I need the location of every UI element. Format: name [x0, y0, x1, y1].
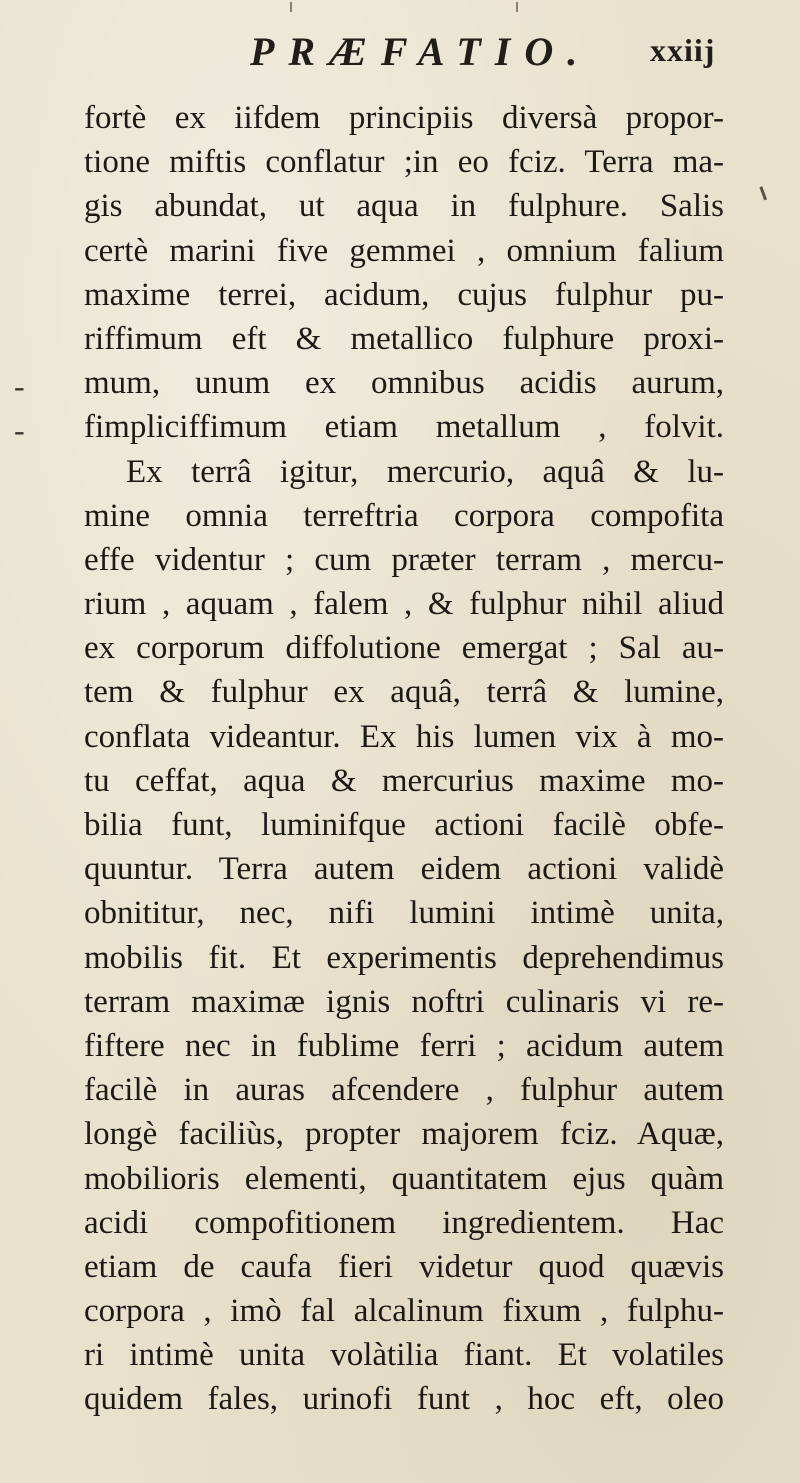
text-line: acidi compofitionem ingredientem. Hac — [84, 1204, 724, 1241]
text-line: ri intimè unita volàtilia fiant. Et volatiles — [84, 1337, 724, 1374]
text-line: quuntur. Terra autem eidem actioni validè — [84, 851, 724, 888]
text-line: facilè in auras afcendere , fulphur autem — [84, 1072, 724, 1109]
text-line: mobilioris elementi, quantitatem ejus quàm — [84, 1160, 724, 1197]
text-line: fimpliciffimum etiam metallum , folvit. — [84, 409, 724, 446]
page-edge-marks — [0, 0, 800, 20]
text-line: fiftere nec in fublime ferri ; acidum autem — [84, 1027, 724, 1064]
text-line: mine omnia terreftria corpora compofita — [84, 497, 724, 534]
text-line: bilia funt, luminifque actioni facilè obfe- — [84, 807, 724, 843]
text-line: ex corporum diffolutione emergat ; Sal au- — [84, 630, 724, 667]
page-header — [0, 28, 800, 78]
text-line: tu ceffat, aqua & mercurius maxime mo- — [84, 762, 724, 799]
page-number: xxiij — [650, 32, 716, 68]
margin-dash: - — [14, 412, 25, 448]
text-line: conflata videantur. Ex his lumen vix à mo- — [84, 718, 724, 755]
edge-tick — [290, 2, 292, 12]
text-line: terram maximæ ignis noftri culinaris vi re- — [84, 983, 724, 1020]
text-line: gis abundat, ut aqua in fulphure. Salis — [84, 188, 724, 225]
text-line: corpora , imò fal alcalinum fixum , fulphu- — [84, 1293, 724, 1330]
text-line: certè marini five gemmei , omnium falium — [84, 232, 724, 269]
text-line: tem & fulphur ex aquâ, terrâ & lumine, — [84, 674, 724, 711]
text-line: riffimum eft & metallico fulphure proxi- — [84, 320, 724, 357]
text-line: obnititur, nec, nifi lumini intimè unita, — [84, 895, 724, 932]
text-line: tione miftis conflatur ;in eo fciz. Terra ma- — [84, 144, 724, 181]
text-line-paragraph-start: Ex terrâ igitur, mercurio, aquâ & lu- — [126, 453, 724, 490]
text-line: etiam de caufa fieri videtur quod quævis — [84, 1248, 724, 1285]
edge-tick — [516, 2, 518, 12]
text-line: rium , aquam , falem , & fulphur nihil aliud — [84, 586, 724, 623]
margin-dash: - — [14, 368, 25, 404]
margin-stroke — [750, 186, 767, 204]
text-line: maxime terrei, acidum, cujus fulphur pu- — [84, 276, 724, 313]
text-line: fortè ex iifdem principiis diversà propor- — [84, 100, 724, 136]
text-line: mobilis fit. Et experimentis deprehendimus — [84, 939, 724, 976]
text-line: mum, unum ex omnibus acidis aurum, — [84, 365, 724, 402]
text-line: effe videntur ; cum præter terram , mercu- — [84, 541, 724, 578]
running-head: PRÆFATIO. — [250, 29, 592, 74]
body-text — [84, 96, 724, 1422]
text-line: longè faciliùs, propter majorem fciz. Aquæ, — [84, 1116, 724, 1153]
text-line: quidem fales, urinofi funt , hoc eft, oleo — [84, 1381, 724, 1418]
